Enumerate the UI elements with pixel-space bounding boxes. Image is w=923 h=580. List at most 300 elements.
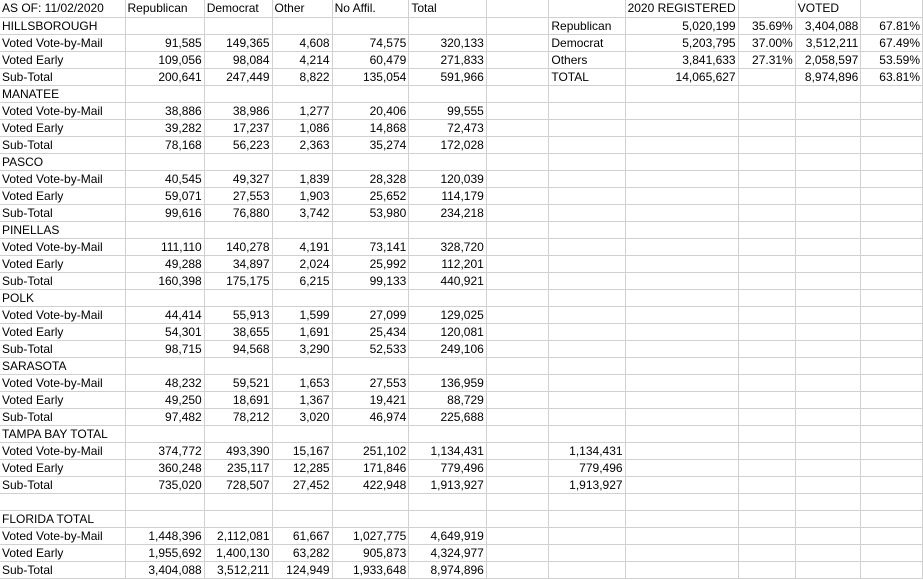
value-cell[interactable]: 2,112,081 [204, 527, 272, 544]
summary-voted[interactable]: 2,058,597 [795, 51, 861, 68]
empty-cell[interactable] [272, 425, 332, 442]
empty-cell[interactable] [625, 204, 738, 221]
empty-cell[interactable] [409, 85, 487, 102]
value-cell[interactable]: 735,020 [125, 476, 204, 493]
value-cell[interactable]: 78,168 [125, 136, 204, 153]
empty-cell[interactable] [795, 544, 861, 561]
value-cell[interactable]: 440,921 [409, 272, 487, 289]
value-cell[interactable]: 1,367 [272, 391, 332, 408]
value-cell[interactable]: 27,099 [332, 306, 409, 323]
value-cell[interactable]: 38,655 [204, 323, 272, 340]
tampa-bay-total-cell[interactable]: 1,913,927 [549, 476, 625, 493]
empty-cell[interactable] [486, 527, 549, 544]
value-cell[interactable]: 112,201 [409, 255, 487, 272]
empty-cell[interactable] [625, 544, 738, 561]
empty-cell[interactable] [861, 425, 923, 442]
empty-cell[interactable] [625, 102, 738, 119]
empty-cell[interactable] [549, 323, 625, 340]
empty-cell[interactable] [625, 153, 738, 170]
empty-cell[interactable] [0, 493, 125, 510]
empty-cell[interactable] [795, 425, 861, 442]
value-cell[interactable]: 6,215 [272, 272, 332, 289]
empty-cell[interactable] [332, 153, 409, 170]
empty-cell[interactable] [861, 306, 923, 323]
empty-cell[interactable] [549, 527, 625, 544]
row-label[interactable]: Voted Vote-by-Mail [0, 238, 125, 255]
empty-cell[interactable] [549, 136, 625, 153]
row-label[interactable]: Voted Vote-by-Mail [0, 527, 125, 544]
empty-cell[interactable] [625, 527, 738, 544]
empty-cell[interactable] [625, 510, 738, 527]
value-cell[interactable]: 120,039 [409, 170, 487, 187]
empty-cell[interactable] [861, 493, 923, 510]
value-cell[interactable]: 249,106 [409, 340, 487, 357]
empty-cell[interactable] [549, 85, 625, 102]
value-cell[interactable]: 49,250 [125, 391, 204, 408]
empty-cell[interactable] [795, 561, 861, 578]
value-cell[interactable]: 12,285 [272, 459, 332, 476]
value-cell[interactable]: 3,290 [272, 340, 332, 357]
row-label[interactable]: Sub-Total [0, 136, 125, 153]
empty-cell[interactable] [738, 170, 795, 187]
empty-cell[interactable] [486, 459, 549, 476]
value-cell[interactable]: 25,652 [332, 187, 409, 204]
empty-cell[interactable] [486, 0, 549, 17]
value-cell[interactable]: 99,616 [125, 204, 204, 221]
row-label[interactable]: Sub-Total [0, 561, 125, 578]
summary-registered-pct[interactable]: 37.00% [738, 34, 795, 51]
section-title[interactable]: TAMPA BAY TOTAL [0, 425, 125, 442]
empty-cell[interactable] [738, 289, 795, 306]
value-cell[interactable]: 1,903 [272, 187, 332, 204]
empty-cell[interactable] [738, 85, 795, 102]
empty-cell[interactable] [486, 391, 549, 408]
column-header[interactable]: Other [272, 0, 332, 17]
value-cell[interactable]: 140,278 [204, 238, 272, 255]
empty-cell[interactable] [409, 510, 487, 527]
empty-cell[interactable] [861, 204, 923, 221]
empty-cell[interactable] [486, 306, 549, 323]
row-label[interactable]: Voted Early [0, 459, 125, 476]
value-cell[interactable]: 135,054 [332, 68, 409, 85]
value-cell[interactable]: 25,992 [332, 255, 409, 272]
empty-cell[interactable] [738, 510, 795, 527]
empty-cell[interactable] [861, 136, 923, 153]
empty-cell[interactable] [738, 544, 795, 561]
empty-cell[interactable] [861, 374, 923, 391]
empty-cell[interactable] [738, 306, 795, 323]
value-cell[interactable]: 905,873 [332, 544, 409, 561]
row-label[interactable]: Voted Vote-by-Mail [0, 102, 125, 119]
value-cell[interactable]: 98,715 [125, 340, 204, 357]
empty-cell[interactable] [272, 153, 332, 170]
value-cell[interactable]: 175,175 [204, 272, 272, 289]
section-title[interactable]: SARASOTA [0, 357, 125, 374]
summary-registered[interactable]: 5,020,199 [625, 17, 738, 34]
empty-cell[interactable] [125, 493, 204, 510]
value-cell[interactable]: 4,649,919 [409, 527, 487, 544]
value-cell[interactable]: 114,179 [409, 187, 487, 204]
empty-cell[interactable] [861, 476, 923, 493]
empty-cell[interactable] [795, 442, 861, 459]
row-label[interactable]: Voted Early [0, 323, 125, 340]
empty-cell[interactable] [625, 442, 738, 459]
empty-cell[interactable] [272, 493, 332, 510]
value-cell[interactable]: 493,390 [204, 442, 272, 459]
summary-registered[interactable]: 14,065,627 [625, 68, 738, 85]
empty-cell[interactable] [272, 17, 332, 34]
value-cell[interactable]: 59,521 [204, 374, 272, 391]
value-cell[interactable]: 88,729 [409, 391, 487, 408]
empty-cell[interactable] [861, 289, 923, 306]
value-cell[interactable]: 328,720 [409, 238, 487, 255]
empty-cell[interactable] [861, 153, 923, 170]
summary-registered-pct[interactable] [738, 68, 795, 85]
empty-cell[interactable] [125, 221, 204, 238]
empty-cell[interactable] [795, 85, 861, 102]
empty-cell[interactable] [204, 85, 272, 102]
value-cell[interactable]: 235,117 [204, 459, 272, 476]
empty-cell[interactable] [861, 119, 923, 136]
value-cell[interactable]: 1,134,431 [409, 442, 487, 459]
empty-cell[interactable] [486, 561, 549, 578]
empty-cell[interactable] [738, 136, 795, 153]
empty-cell[interactable] [738, 187, 795, 204]
empty-cell[interactable] [332, 510, 409, 527]
value-cell[interactable]: 19,421 [332, 391, 409, 408]
value-cell[interactable]: 1,913,927 [409, 476, 487, 493]
empty-cell[interactable] [861, 544, 923, 561]
value-cell[interactable]: 4,324,977 [409, 544, 487, 561]
empty-cell[interactable] [549, 289, 625, 306]
empty-cell[interactable] [861, 0, 923, 17]
empty-cell[interactable] [204, 153, 272, 170]
empty-cell[interactable] [795, 306, 861, 323]
empty-cell[interactable] [549, 510, 625, 527]
summary-party-label[interactable]: Others [549, 51, 625, 68]
value-cell[interactable]: 149,365 [204, 34, 272, 51]
value-cell[interactable]: 1,955,692 [125, 544, 204, 561]
empty-cell[interactable] [625, 476, 738, 493]
empty-cell[interactable] [549, 544, 625, 561]
empty-cell[interactable] [125, 17, 204, 34]
value-cell[interactable]: 360,248 [125, 459, 204, 476]
empty-cell[interactable] [861, 408, 923, 425]
empty-cell[interactable] [409, 425, 487, 442]
empty-cell[interactable] [738, 102, 795, 119]
empty-cell[interactable] [738, 391, 795, 408]
value-cell[interactable]: 171,846 [332, 459, 409, 476]
value-cell[interactable]: 1,653 [272, 374, 332, 391]
empty-cell[interactable] [332, 221, 409, 238]
value-cell[interactable]: 160,398 [125, 272, 204, 289]
empty-cell[interactable] [625, 493, 738, 510]
empty-cell[interactable] [861, 442, 923, 459]
empty-cell[interactable] [795, 102, 861, 119]
summary-registered[interactable]: 3,841,633 [625, 51, 738, 68]
empty-cell[interactable] [738, 408, 795, 425]
empty-cell[interactable] [625, 255, 738, 272]
empty-cell[interactable] [738, 238, 795, 255]
empty-cell[interactable] [486, 255, 549, 272]
empty-cell[interactable] [409, 153, 487, 170]
row-label[interactable]: Sub-Total [0, 68, 125, 85]
as-of-date[interactable]: AS OF: 11/02/2020 [0, 0, 125, 17]
value-cell[interactable]: 15,167 [272, 442, 332, 459]
value-cell[interactable]: 74,575 [332, 34, 409, 51]
value-cell[interactable]: 48,232 [125, 374, 204, 391]
empty-cell[interactable] [795, 476, 861, 493]
value-cell[interactable]: 1,086 [272, 119, 332, 136]
summary-party-label[interactable]: TOTAL [549, 68, 625, 85]
row-label[interactable]: Sub-Total [0, 408, 125, 425]
empty-cell[interactable] [486, 544, 549, 561]
row-label[interactable]: Voted Early [0, 187, 125, 204]
empty-cell[interactable] [549, 170, 625, 187]
empty-cell[interactable] [486, 136, 549, 153]
empty-cell[interactable] [861, 187, 923, 204]
empty-cell[interactable] [861, 357, 923, 374]
empty-cell[interactable] [549, 374, 625, 391]
empty-cell[interactable] [332, 425, 409, 442]
empty-cell[interactable] [795, 527, 861, 544]
value-cell[interactable]: 34,897 [204, 255, 272, 272]
value-cell[interactable]: 20,406 [332, 102, 409, 119]
value-cell[interactable]: 78,212 [204, 408, 272, 425]
empty-cell[interactable] [125, 357, 204, 374]
value-cell[interactable]: 111,110 [125, 238, 204, 255]
column-header[interactable]: Total [409, 0, 487, 17]
value-cell[interactable]: 4,191 [272, 238, 332, 255]
empty-cell[interactable] [795, 289, 861, 306]
value-cell[interactable]: 53,980 [332, 204, 409, 221]
summary-header-registered[interactable]: 2020 REGISTERED [625, 0, 738, 17]
row-label[interactable]: Sub-Total [0, 476, 125, 493]
empty-cell[interactable] [204, 357, 272, 374]
value-cell[interactable]: 320,133 [409, 34, 487, 51]
value-cell[interactable]: 374,772 [125, 442, 204, 459]
empty-cell[interactable] [738, 357, 795, 374]
empty-cell[interactable] [861, 255, 923, 272]
empty-cell[interactable] [486, 238, 549, 255]
empty-cell[interactable] [549, 204, 625, 221]
row-label[interactable]: Voted Early [0, 391, 125, 408]
summary-registered-pct[interactable]: 35.69% [738, 17, 795, 34]
empty-cell[interactable] [795, 255, 861, 272]
empty-cell[interactable] [409, 17, 487, 34]
empty-cell[interactable] [795, 408, 861, 425]
empty-cell[interactable] [486, 221, 549, 238]
value-cell[interactable]: 28,328 [332, 170, 409, 187]
empty-cell[interactable] [625, 238, 738, 255]
summary-header-voted[interactable]: VOTED [795, 0, 861, 17]
empty-cell[interactable] [272, 221, 332, 238]
empty-cell[interactable] [272, 289, 332, 306]
column-header[interactable]: Democrat [204, 0, 272, 17]
empty-cell[interactable] [795, 459, 861, 476]
value-cell[interactable]: 1,933,648 [332, 561, 409, 578]
empty-cell[interactable] [486, 17, 549, 34]
empty-cell[interactable] [549, 357, 625, 374]
empty-cell[interactable] [625, 136, 738, 153]
summary-registered-pct[interactable]: 27.31% [738, 51, 795, 68]
empty-cell[interactable] [861, 561, 923, 578]
empty-cell[interactable] [795, 323, 861, 340]
empty-cell[interactable] [204, 289, 272, 306]
empty-cell[interactable] [486, 187, 549, 204]
empty-cell[interactable] [861, 459, 923, 476]
value-cell[interactable]: 225,688 [409, 408, 487, 425]
value-cell[interactable]: 3,020 [272, 408, 332, 425]
empty-cell[interactable] [332, 357, 409, 374]
empty-cell[interactable] [625, 187, 738, 204]
value-cell[interactable]: 97,482 [125, 408, 204, 425]
empty-cell[interactable] [861, 272, 923, 289]
empty-cell[interactable] [125, 85, 204, 102]
value-cell[interactable]: 17,237 [204, 119, 272, 136]
empty-cell[interactable] [625, 119, 738, 136]
empty-cell[interactable] [795, 187, 861, 204]
empty-cell[interactable] [549, 221, 625, 238]
empty-cell[interactable] [549, 561, 625, 578]
value-cell[interactable]: 1,400,130 [204, 544, 272, 561]
value-cell[interactable]: 27,553 [332, 374, 409, 391]
empty-cell[interactable] [795, 272, 861, 289]
value-cell[interactable]: 18,691 [204, 391, 272, 408]
empty-cell[interactable] [204, 17, 272, 34]
value-cell[interactable]: 247,449 [204, 68, 272, 85]
empty-cell[interactable] [486, 476, 549, 493]
value-cell[interactable]: 1,839 [272, 170, 332, 187]
empty-cell[interactable] [738, 153, 795, 170]
value-cell[interactable]: 49,327 [204, 170, 272, 187]
empty-cell[interactable] [625, 85, 738, 102]
summary-party-label[interactable]: Democrat [549, 34, 625, 51]
empty-cell[interactable] [549, 306, 625, 323]
empty-cell[interactable] [625, 323, 738, 340]
empty-cell[interactable] [795, 340, 861, 357]
empty-cell[interactable] [204, 221, 272, 238]
row-label[interactable]: Sub-Total [0, 340, 125, 357]
value-cell[interactable]: 1,599 [272, 306, 332, 323]
value-cell[interactable]: 200,641 [125, 68, 204, 85]
empty-cell[interactable] [861, 391, 923, 408]
empty-cell[interactable] [332, 85, 409, 102]
empty-cell[interactable] [549, 340, 625, 357]
empty-cell[interactable] [738, 493, 795, 510]
tampa-bay-total-cell[interactable]: 1,134,431 [549, 442, 625, 459]
value-cell[interactable]: 39,282 [125, 119, 204, 136]
empty-cell[interactable] [409, 221, 487, 238]
section-title[interactable]: MANATEE [0, 85, 125, 102]
empty-cell[interactable] [861, 510, 923, 527]
value-cell[interactable]: 1,277 [272, 102, 332, 119]
empty-cell[interactable] [625, 289, 738, 306]
empty-cell[interactable] [795, 493, 861, 510]
value-cell[interactable]: 55,913 [204, 306, 272, 323]
value-cell[interactable]: 4,214 [272, 51, 332, 68]
empty-cell[interactable] [795, 136, 861, 153]
empty-cell[interactable] [204, 425, 272, 442]
value-cell[interactable]: 76,880 [204, 204, 272, 221]
empty-cell[interactable] [625, 306, 738, 323]
empty-cell[interactable] [549, 272, 625, 289]
empty-cell[interactable] [625, 425, 738, 442]
empty-cell[interactable] [549, 153, 625, 170]
empty-cell[interactable] [861, 527, 923, 544]
value-cell[interactable]: 2,363 [272, 136, 332, 153]
value-cell[interactable]: 251,102 [332, 442, 409, 459]
row-label[interactable]: Voted Vote-by-Mail [0, 306, 125, 323]
value-cell[interactable]: 54,301 [125, 323, 204, 340]
empty-cell[interactable] [549, 425, 625, 442]
empty-cell[interactable] [272, 85, 332, 102]
value-cell[interactable]: 3,742 [272, 204, 332, 221]
summary-voted[interactable]: 3,512,211 [795, 34, 861, 51]
empty-cell[interactable] [272, 510, 332, 527]
empty-cell[interactable] [486, 272, 549, 289]
empty-cell[interactable] [861, 102, 923, 119]
value-cell[interactable]: 56,223 [204, 136, 272, 153]
value-cell[interactable]: 52,533 [332, 340, 409, 357]
row-label[interactable]: Voted Early [0, 51, 125, 68]
tampa-bay-total-cell[interactable]: 779,496 [549, 459, 625, 476]
empty-cell[interactable] [795, 374, 861, 391]
empty-cell[interactable] [861, 85, 923, 102]
empty-cell[interactable] [738, 323, 795, 340]
row-label[interactable]: Voted Early [0, 544, 125, 561]
value-cell[interactable]: 59,071 [125, 187, 204, 204]
empty-cell[interactable] [738, 221, 795, 238]
empty-cell[interactable] [486, 170, 549, 187]
empty-cell[interactable] [625, 221, 738, 238]
empty-cell[interactable] [738, 459, 795, 476]
empty-cell[interactable] [204, 510, 272, 527]
empty-cell[interactable] [486, 204, 549, 221]
value-cell[interactable]: 271,833 [409, 51, 487, 68]
value-cell[interactable]: 591,966 [409, 68, 487, 85]
section-title[interactable]: PASCO [0, 153, 125, 170]
empty-cell[interactable] [486, 510, 549, 527]
empty-cell[interactable] [486, 340, 549, 357]
empty-cell[interactable] [625, 357, 738, 374]
value-cell[interactable]: 14,868 [332, 119, 409, 136]
value-cell[interactable]: 4,608 [272, 34, 332, 51]
empty-cell[interactable] [486, 442, 549, 459]
summary-party-label[interactable]: Republican [549, 17, 625, 34]
section-title[interactable]: POLK [0, 289, 125, 306]
value-cell[interactable]: 72,473 [409, 119, 487, 136]
empty-cell[interactable] [549, 391, 625, 408]
value-cell[interactable]: 27,452 [272, 476, 332, 493]
empty-cell[interactable] [795, 238, 861, 255]
value-cell[interactable]: 2,024 [272, 255, 332, 272]
value-cell[interactable]: 779,496 [409, 459, 487, 476]
empty-cell[interactable] [795, 170, 861, 187]
empty-cell[interactable] [486, 68, 549, 85]
empty-cell[interactable] [125, 153, 204, 170]
value-cell[interactable]: 38,986 [204, 102, 272, 119]
empty-cell[interactable] [549, 119, 625, 136]
value-cell[interactable]: 1,448,396 [125, 527, 204, 544]
empty-cell[interactable] [486, 85, 549, 102]
empty-cell[interactable] [625, 340, 738, 357]
empty-cell[interactable] [486, 408, 549, 425]
value-cell[interactable]: 1,691 [272, 323, 332, 340]
empty-cell[interactable] [125, 510, 204, 527]
empty-cell[interactable] [795, 119, 861, 136]
empty-cell[interactable] [409, 357, 487, 374]
